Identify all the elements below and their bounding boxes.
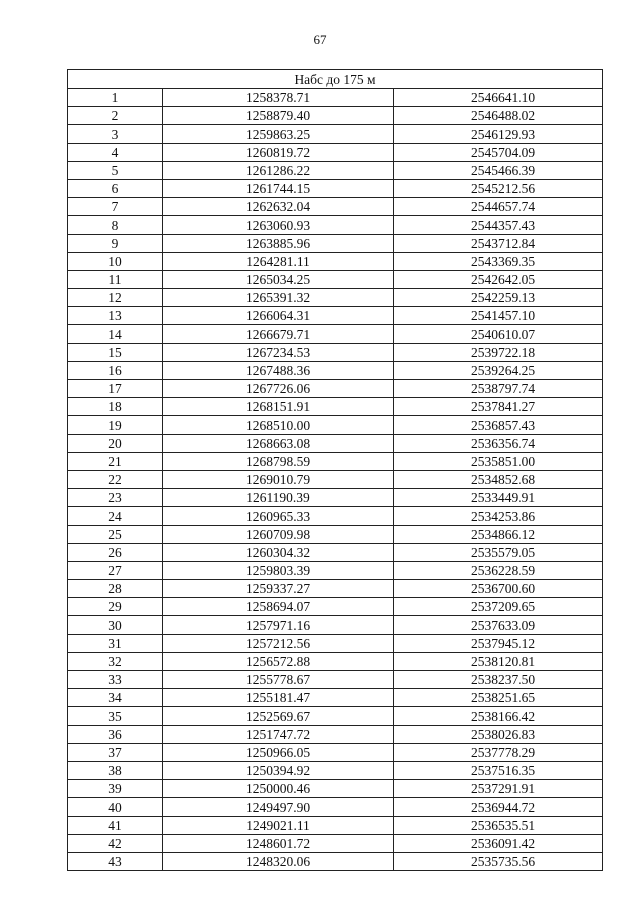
x-coordinate-cell: 1252569.67 [163,707,394,725]
point-number-cell: 30 [68,616,163,634]
table-row [68,634,603,652]
x-coordinate-cell: 1261286.22 [163,161,394,179]
y-coordinate-cell: 2545466.39 [394,161,603,179]
point-number-cell: 8 [68,216,163,234]
x-coordinate-cell: 1267234.53 [163,343,394,361]
y-coordinate-cell: 2535851.00 [394,452,603,470]
table-row [68,816,603,834]
table-title: Набс до 175 м [68,70,603,89]
table-row [68,343,603,361]
y-coordinate-cell: 2536857.43 [394,416,603,434]
table-body [68,89,603,871]
table-row [68,725,603,743]
x-coordinate-cell: 1258879.40 [163,107,394,125]
y-coordinate-cell: 2538251.65 [394,689,603,707]
x-coordinate-cell: 1250000.46 [163,780,394,798]
table-row [68,289,603,307]
table-row [68,380,603,398]
y-coordinate-cell: 2540610.07 [394,325,603,343]
y-coordinate-cell: 2536356.74 [394,434,603,452]
x-coordinate-cell: 1264281.11 [163,252,394,270]
y-coordinate-cell: 2538026.83 [394,725,603,743]
table-row [68,198,603,216]
x-coordinate-cell: 1249021.11 [163,816,394,834]
x-coordinate-cell: 1260965.33 [163,507,394,525]
table-row [68,325,603,343]
table-row [68,270,603,288]
table-row [68,161,603,179]
point-number-cell: 6 [68,179,163,197]
x-coordinate-cell: 1268510.00 [163,416,394,434]
table-row [68,761,603,779]
y-coordinate-cell: 2533449.91 [394,489,603,507]
point-number-cell: 27 [68,561,163,579]
point-number-cell: 40 [68,798,163,816]
x-coordinate-cell: 1258694.07 [163,598,394,616]
y-coordinate-cell: 2536091.42 [394,834,603,852]
y-coordinate-cell: 2545704.09 [394,143,603,161]
table-row [68,361,603,379]
y-coordinate-cell: 2536228.59 [394,561,603,579]
x-coordinate-cell: 1267726.06 [163,380,394,398]
y-coordinate-cell: 2539264.25 [394,361,603,379]
table-row [68,252,603,270]
point-number-cell: 39 [68,780,163,798]
x-coordinate-cell: 1260709.98 [163,525,394,543]
x-coordinate-cell: 1257971.16 [163,616,394,634]
y-coordinate-cell: 2537633.09 [394,616,603,634]
x-coordinate-cell: 1263885.96 [163,234,394,252]
x-coordinate-cell: 1269010.79 [163,470,394,488]
point-number-cell: 36 [68,725,163,743]
y-coordinate-cell: 2536535.51 [394,816,603,834]
y-coordinate-cell: 2534866.12 [394,525,603,543]
table-row [68,598,603,616]
x-coordinate-cell: 1250394.92 [163,761,394,779]
x-coordinate-cell: 1256572.88 [163,652,394,670]
point-number-cell: 41 [68,816,163,834]
y-coordinate-cell: 2542642.05 [394,270,603,288]
table-row [68,416,603,434]
x-coordinate-cell: 1255778.67 [163,671,394,689]
point-number-cell: 21 [68,452,163,470]
x-coordinate-cell: 1268798.59 [163,452,394,470]
table-row [68,834,603,852]
point-number-cell: 22 [68,470,163,488]
point-number-cell: 31 [68,634,163,652]
point-number-cell: 11 [68,270,163,288]
x-coordinate-cell: 1261744.15 [163,179,394,197]
y-coordinate-cell: 2543712.84 [394,234,603,252]
x-coordinate-cell: 1262632.04 [163,198,394,216]
point-number-cell: 38 [68,761,163,779]
table-row [68,689,603,707]
table-row [68,616,603,634]
y-coordinate-cell: 2537778.29 [394,743,603,761]
point-number-cell: 19 [68,416,163,434]
x-coordinate-cell: 1260819.72 [163,143,394,161]
point-number-cell: 35 [68,707,163,725]
y-coordinate-cell: 2539722.18 [394,343,603,361]
table-row [68,216,603,234]
y-coordinate-cell: 2546641.10 [394,89,603,107]
point-number-cell: 18 [68,398,163,416]
y-coordinate-cell: 2537841.27 [394,398,603,416]
table-row [68,125,603,143]
x-coordinate-cell: 1259803.39 [163,561,394,579]
x-coordinate-cell: 1249497.90 [163,798,394,816]
table-row [68,671,603,689]
table-row [68,470,603,488]
y-coordinate-cell: 2544357.43 [394,216,603,234]
y-coordinate-cell: 2544657.74 [394,198,603,216]
point-number-cell: 32 [68,652,163,670]
table-row [68,489,603,507]
y-coordinate-cell: 2537209.65 [394,598,603,616]
x-coordinate-cell: 1255181.47 [163,689,394,707]
table-row [68,780,603,798]
y-coordinate-cell: 2545212.56 [394,179,603,197]
table-row [68,398,603,416]
point-number-cell: 4 [68,143,163,161]
y-coordinate-cell: 2546488.02 [394,107,603,125]
y-coordinate-cell: 2542259.13 [394,289,603,307]
y-coordinate-cell: 2535579.05 [394,543,603,561]
point-number-cell: 23 [68,489,163,507]
point-number-cell: 9 [68,234,163,252]
point-number-cell: 10 [68,252,163,270]
x-coordinate-cell: 1265034.25 [163,270,394,288]
point-number-cell: 14 [68,325,163,343]
table-title-row [68,70,603,89]
y-coordinate-cell: 2536700.60 [394,580,603,598]
table-row [68,743,603,761]
y-coordinate-cell: 2538166.42 [394,707,603,725]
coordinates-table [67,69,603,871]
y-coordinate-cell: 2538237.50 [394,671,603,689]
x-coordinate-cell: 1268151.91 [163,398,394,416]
page-number: 67 [313,32,327,47]
table-row [68,507,603,525]
x-coordinate-cell: 1248601.72 [163,834,394,852]
x-coordinate-cell: 1259863.25 [163,125,394,143]
point-number-cell: 1 [68,89,163,107]
table-row [68,580,603,598]
x-coordinate-cell: 1257212.56 [163,634,394,652]
point-number-cell: 42 [68,834,163,852]
x-coordinate-cell: 1259337.27 [163,580,394,598]
y-coordinate-cell: 2543369.35 [394,252,603,270]
point-number-cell: 17 [68,380,163,398]
x-coordinate-cell: 1248320.06 [163,852,394,870]
point-number-cell: 37 [68,743,163,761]
y-coordinate-cell: 2537516.35 [394,761,603,779]
table-row [68,234,603,252]
point-number-cell: 20 [68,434,163,452]
table-row [68,707,603,725]
x-coordinate-cell: 1268663.08 [163,434,394,452]
point-number-cell: 43 [68,852,163,870]
y-coordinate-cell: 2538120.81 [394,652,603,670]
x-coordinate-cell: 1258378.71 [163,89,394,107]
point-number-cell: 15 [68,343,163,361]
table-row [68,561,603,579]
table-row [68,652,603,670]
point-number-cell: 28 [68,580,163,598]
table-row [68,143,603,161]
point-number-cell: 25 [68,525,163,543]
table-row [68,179,603,197]
x-coordinate-cell: 1266064.31 [163,307,394,325]
table-row [68,107,603,125]
point-number-cell: 3 [68,125,163,143]
point-number-cell: 13 [68,307,163,325]
table-row [68,525,603,543]
point-number-cell: 5 [68,161,163,179]
y-coordinate-cell: 2546129.93 [394,125,603,143]
y-coordinate-cell: 2537945.12 [394,634,603,652]
point-number-cell: 26 [68,543,163,561]
point-number-cell: 34 [68,689,163,707]
point-number-cell: 12 [68,289,163,307]
point-number-cell: 33 [68,671,163,689]
x-coordinate-cell: 1261190.39 [163,489,394,507]
x-coordinate-cell: 1260304.32 [163,543,394,561]
x-coordinate-cell: 1263060.93 [163,216,394,234]
x-coordinate-cell: 1266679.71 [163,325,394,343]
y-coordinate-cell: 2535735.56 [394,852,603,870]
y-coordinate-cell: 2541457.10 [394,307,603,325]
table-row [68,452,603,470]
point-number-cell: 24 [68,507,163,525]
table-row [68,307,603,325]
x-coordinate-cell: 1250966.05 [163,743,394,761]
table-row [68,89,603,107]
y-coordinate-cell: 2538797.74 [394,380,603,398]
y-coordinate-cell: 2534253.86 [394,507,603,525]
x-coordinate-cell: 1267488.36 [163,361,394,379]
table-row [68,543,603,561]
table-row [68,434,603,452]
table-row [68,798,603,816]
point-number-cell: 16 [68,361,163,379]
x-coordinate-cell: 1265391.32 [163,289,394,307]
point-number-cell: 2 [68,107,163,125]
point-number-cell: 29 [68,598,163,616]
table-row [68,852,603,870]
y-coordinate-cell: 2536944.72 [394,798,603,816]
point-number-cell: 7 [68,198,163,216]
y-coordinate-cell: 2534852.68 [394,470,603,488]
y-coordinate-cell: 2537291.91 [394,780,603,798]
x-coordinate-cell: 1251747.72 [163,725,394,743]
